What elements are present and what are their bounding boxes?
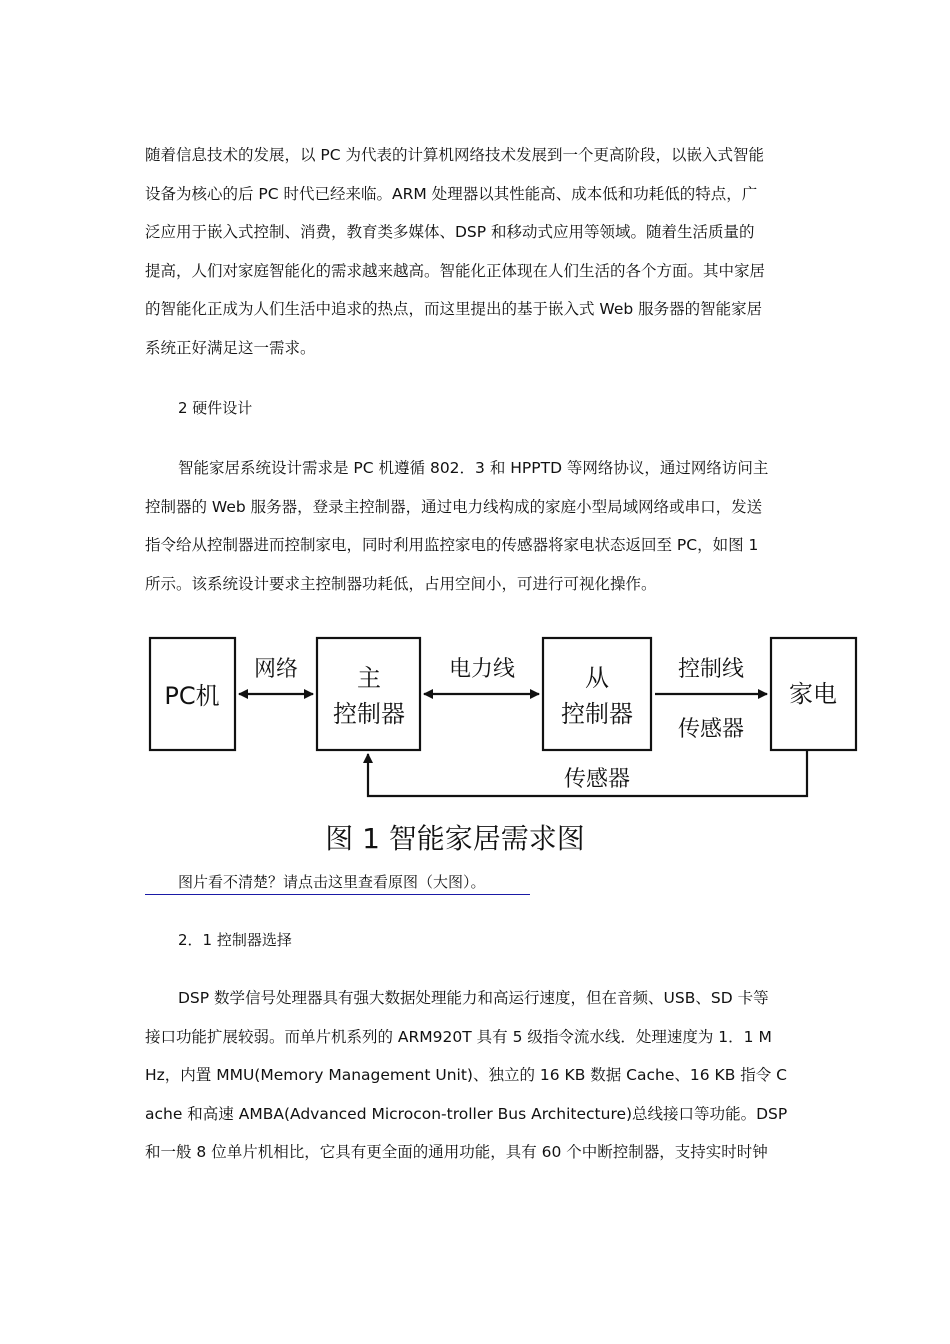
slave-controller-box — [543, 638, 651, 750]
text-line: Hz，内置 MMU(Memory Management Unit)、独立的 16 KB 数据 Cache、16 KB 指令 C — [145, 1066, 788, 1084]
sensor-bottom-label: 传感器 — [563, 767, 631, 792]
slave-controller-label-1: 从 — [585, 664, 609, 692]
smart-home-requirements-diagram — [145, 628, 865, 863]
figure-caption: 图 1 智能家居需求图 — [325, 822, 585, 855]
link-text[interactable]: 图片看不清楚？请点击这里查看原图（大图）。 — [178, 873, 486, 891]
text-line: 控制器的 Web 服务器，登录主控制器，通过电力线构成的家庭小型局域网络或串口，发送 — [145, 497, 763, 516]
control-line-label: 控制线 — [677, 657, 745, 682]
main-controller-label-1: 主 — [357, 664, 381, 692]
main-controller-label-2: 控制器 — [333, 700, 405, 728]
text-line: DSP 数学信号处理器具有强大数据处理能力和高运行速度，但在音频、USB、SD 卡等 — [178, 989, 769, 1007]
view-original-image-link[interactable] — [145, 872, 530, 895]
pc-label: PC机 — [164, 682, 220, 710]
text-line: ache 和高速 AMBA(Advanced Microcon-troller Bus Architecture)总线接口等功能。DSP — [145, 1104, 788, 1123]
appliance-label: 家电 — [789, 680, 837, 708]
controller-selection-paragraph — [145, 979, 810, 1172]
text-line: 随着信息技术的发展，以 PC 为代表的计算机网络技术发展到一个更高阶段，以嵌入式智能 — [145, 146, 765, 164]
text-line: 智能家居系统设计需求是 PC 机遵循 802．3 和 HPPTD 等网络协议，通过网络访问主 — [178, 459, 769, 477]
text-line: 的智能化正成为人们生活中追求的热点，而这里提出的基于嵌入式 Web 服务器的智能家居 — [145, 300, 763, 318]
slave-controller-label-2: 控制器 — [561, 700, 633, 728]
network-label: 网络 — [253, 657, 299, 682]
section-heading-hardware-design: 2 硬件设计 — [178, 399, 253, 417]
text-line: 指令给从控制器进而控制家电，同时利用监控家电的传感器将家电状态返回至 PC，如图 1 — [145, 536, 759, 554]
main-controller-box — [317, 638, 420, 750]
text-line: 系统正好满足这一需求。 — [145, 338, 316, 357]
section-heading-controller-selection: 2．1 控制器选择 — [178, 931, 292, 949]
text-line: 泛应用于嵌入式控制、消费，教育类多媒体、DSP 和移动式应用等领域。随着生活质量的 — [145, 223, 755, 241]
power-line-label: 电力线 — [448, 657, 516, 682]
requirements-paragraph — [145, 449, 810, 603]
text-line: 所示。该系统设计要求主控制器功耗低，占用空间小，可进行可视化操作。 — [145, 574, 657, 593]
text-line: 提高，人们对家庭智能化的需求越来越高。智能化正体现在人们生活的各个方面。其中家居 — [145, 261, 766, 280]
intro-paragraph — [145, 136, 810, 367]
sensor-right-label: 传感器 — [677, 717, 745, 742]
text-line: 设备为核心的后 PC 时代已经来临。ARM 处理器以其性能高、成本低和功耗低的特点，广 — [145, 184, 758, 203]
text-line: 和一般 8 位单片机相比，它具有更全面的通用功能，具有 60 个中断控制器，支持实时时钟 — [145, 1143, 768, 1161]
text-line: 接口功能扩展较弱。而单片机系列的 ARM920T 具有 5 级指令流水线．处理速度为 1．1 M — [145, 1027, 772, 1046]
